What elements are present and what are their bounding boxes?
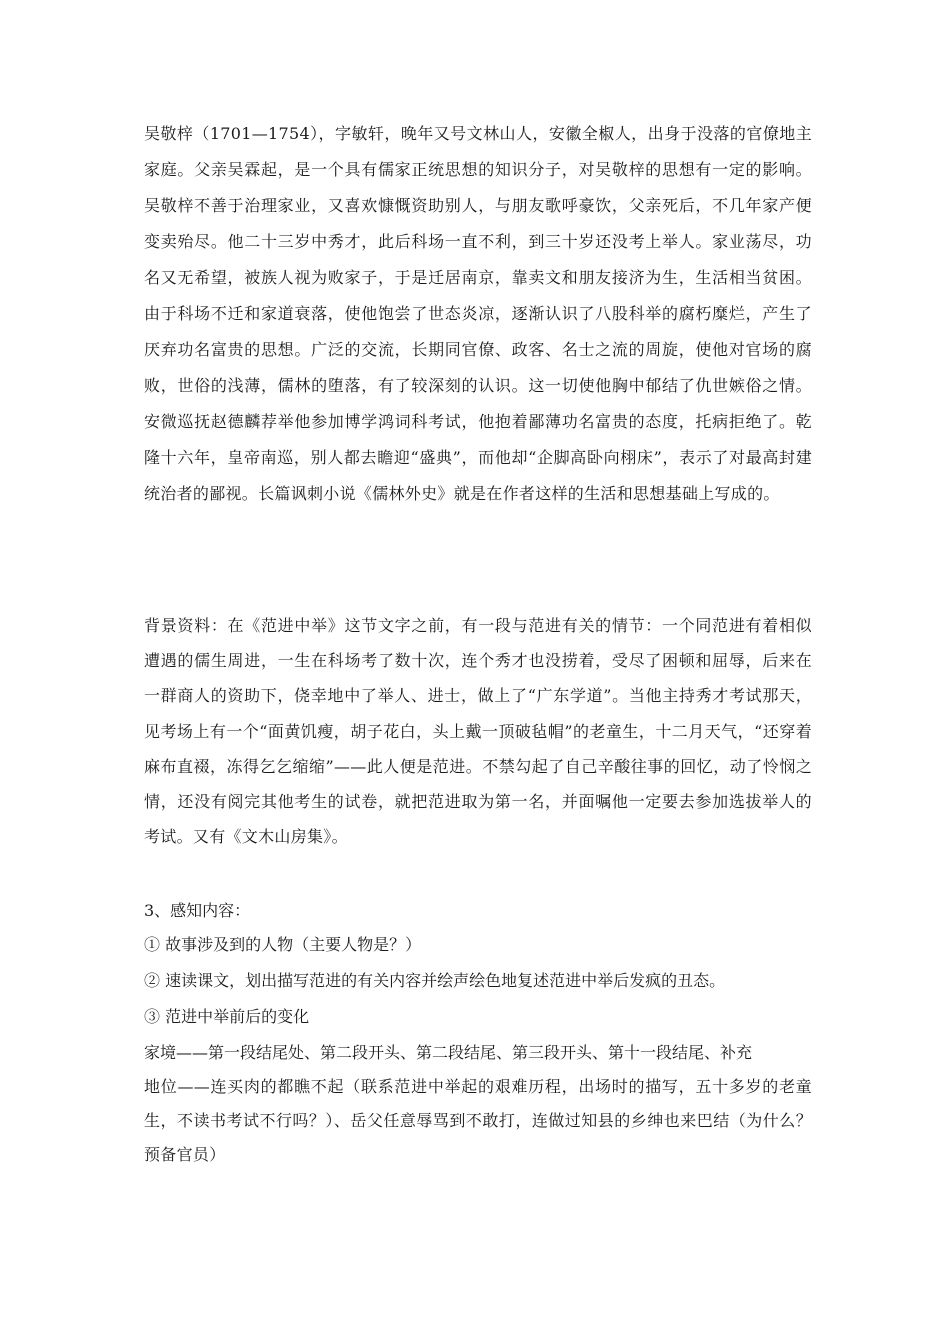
background-paragraph: 背景资料：在《范进中举》这节文字之前，有一段与范进有关的情节：一个同范进有着相似遭遇的儒生周进，一生在科场考了数十次，连个秀才也没捞着，受尽了困顿和屈辱，后来在一群商人的资助下，侥幸地中了举人、进士，做上了“广东学道”。当他主持秀才考试那天，见考场上有一个“面黄饥瘦，胡子花白，头上戴一顶破毡帽”的老童生，十二月天气，“还穿着麻布直裰，冻得乞乞缩缩”——此人便是范进。不禁勾起了自己辛酸往事的回忆，动了怜悯之情，还没有阅完其他考生的试卷，就把范进取为第一名，并面嘱他一定要去参加选拔举人的考试。又有《文木山房集》。 <box>144 616 812 847</box>
biography-paragraph: 吴敬梓（1701—1754），字敏轩，晚年又号文林山人，安徽全椒人，出身于没落的官僚地主家庭。父亲吴霖起，是一个具有儒家正统思想的知识分子，对吴敬梓的思想有一定的影响。吴敬梓不善于治理家业，又喜欢慷慨资助别人，与朋友歌呼豪饮，父亲死后，不几年家产便变卖殆尽。他二十三岁中秀才，此后科场一直不利，到三十岁还没考上举人。家业荡尽，功名又无希望，被族人视为败家子，于是迁居南京，靠卖文和朋友接济为生，生活相当贫困。由于科场不迁和家道衰落，使他饱尝了世态炎凉，逐渐认识了八股科举的腐朽糜烂，产生了厌弃功名富贵的思想。广泛的交流，长期同官僚、政客、名士之流的周旋，使他对官场的腐败，世俗的浅薄，儒林的堕落，有了较深刻的认识。这一切使他胸中郁结了仇世嫉俗之情。安微巡抚赵德麟荐举他参加博学鸿词科考试，他抱着鄙薄功名富贵的态度，托病拒绝了。乾隆十六年，皇帝南巡，别人都去瞻迎“盛典”，而他却“企脚高卧向栩床”，表示了对最高封建统治者的鄙视。长篇讽刺小说《儒林外史》就是在作者这样的生活和思想基础上写成的。 <box>144 124 812 503</box>
status-change-paragraph: 地位——连买肉的都瞧不起（联系范进中举起的艰难历程，出场时的描写，五十多岁的老童生，不读书考试不行吗？）、岳父任意辱骂到不敢打，连做过知县的乡绅也来巴结（为什么？预备官员） <box>144 1077 812 1164</box>
family-change-line: 家境——第一段结尾处、第二段开头、第二段结尾、第三段开头、第十一段结尾、补充 <box>144 1043 753 1062</box>
list-item: ② 速读课文，划出描写范进的有关内容并绘声绘色地复述范进中举后发疯的丑态。 <box>144 971 726 990</box>
list-item: ③ 范进中举前后的变化 <box>144 1007 310 1026</box>
list-item: ① 故事涉及到的人物（主要人物是？） <box>144 935 422 954</box>
section-heading: 3、感知内容： <box>144 901 251 920</box>
